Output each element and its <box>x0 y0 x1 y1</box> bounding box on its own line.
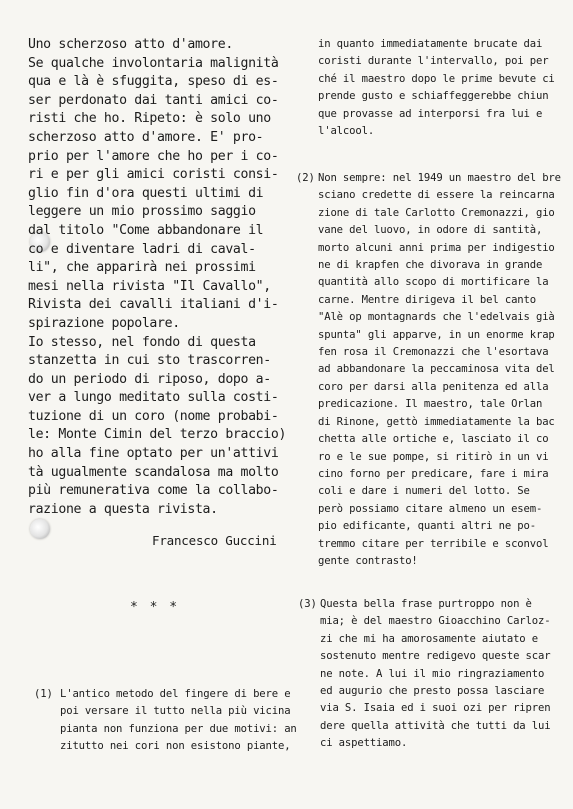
footnote-line: in quanto immediatamente brucate dai <box>318 38 543 50</box>
footnote-body <box>60 686 297 756</box>
text-line: do un periodo di riposo, dopo a- <box>28 371 271 387</box>
footnote-marker: (1) <box>34 688 53 700</box>
text-line: spirazione popolare. <box>28 315 180 331</box>
text-line: ver a lungo meditato sulla costi- <box>28 390 279 406</box>
footnote-line: vane del luovo, in odore di santità, <box>318 224 543 237</box>
footnote-body <box>320 596 558 753</box>
text-line: risti che ho. Ripeto: è solo uno <box>28 111 271 127</box>
footnote-line: Questa bella frase purtroppo non è <box>320 598 532 610</box>
footnote-3 <box>298 596 558 753</box>
footnote-line: coli e dare i numeri del lotto. Se <box>318 485 530 498</box>
footnote-line: dere quella attività che tutti da lui <box>320 719 551 732</box>
text-line: tà ugualmente scandalosa ma molto <box>28 464 279 480</box>
footnote-line: zitutto nei cori non esistono piante, <box>60 740 291 753</box>
footnote-body <box>318 170 561 570</box>
footnote-line: ed augurio che presto possa lasciare <box>320 685 545 698</box>
footnote-line: zione di tale Carlotto Cremonazzi, gio <box>318 206 555 219</box>
main-text <box>28 36 287 519</box>
text-line: tuzione di un coro (nome probabi- <box>28 408 279 424</box>
text-line: Rivista dei cavalli italiani d'i- <box>28 297 279 313</box>
text-line: le: Monte Cimin del terzo braccio) <box>28 427 287 443</box>
footnote-line: carne. Mentre dirigeva il bel canto <box>318 293 536 306</box>
footnote-line: di Rinone, gettò immediatamente la bac <box>318 415 555 428</box>
footnote-line: "Alè op montagnards che l'edelvais già <box>318 311 555 324</box>
text-line: qua e là è sfuggita, speso di es- <box>28 74 279 90</box>
footnote-line: mia; è del maestro Gioacchino Carloz- <box>320 615 551 628</box>
text-line: co e diventare ladri di caval- <box>28 241 256 257</box>
text-line: glio fin d'ora questi ultimi di <box>28 185 264 201</box>
text-line: leggere un mio prossimo saggio <box>28 204 256 220</box>
text-line: dal titolo "Come abbandonare il <box>28 222 264 238</box>
section-separator: * * * <box>130 600 180 615</box>
footnote-line: zi che mi ha amorosamente aiutato e <box>320 632 538 645</box>
text-line: Se qualche involontaria malignità <box>28 55 279 71</box>
footnote-1-continued <box>318 36 558 140</box>
footnote-line: quantità allo scopo di mortificare la <box>318 276 549 289</box>
footnote-line: ne note. A lui il mio ringraziamento <box>320 667 545 680</box>
footnote-line: cino forno per predicare, fare i mira <box>318 467 549 480</box>
text-line: ho alla fine optato per un'attivi <box>28 446 279 462</box>
footnote-line: però possiamo citare almeno un esem- <box>318 502 543 515</box>
text-line: ser perdonato dai tanti amici co- <box>28 92 279 108</box>
text-line: ri e per gli amici coristi consi- <box>28 167 279 183</box>
text-line: scherzoso atto d'amore. E' pro- <box>28 129 264 145</box>
footnote-marker: (2) <box>296 172 315 184</box>
footnote-line: coristi durante l'intervallo, poi per <box>318 55 549 68</box>
text-line: prio per l'amore che ho per i co- <box>28 148 279 164</box>
footnote-line: que provasse ad interporsi fra lui e <box>318 107 543 120</box>
footnote-line: coro per darsi alla penitenza ed alla <box>318 380 549 393</box>
text-line: Uno scherzoso atto d'amore. <box>28 37 233 52</box>
punch-hole <box>30 519 50 539</box>
footnote-line: morto alcuni anni prima per indigestio <box>318 241 555 254</box>
footnote-line: spunta" gli apparve, in un enorme krap <box>318 328 555 341</box>
footnote-line: via S. Isaia ed i suoi ozi per ripren <box>320 702 551 715</box>
footnote-line: prende gusto e schiaffeggerebbe chiun <box>318 90 549 103</box>
text-line: li", che apparirà nei prossimi <box>28 260 256 276</box>
footnote-line: fen rosa il Cremonazzi che l'esortava <box>318 346 549 359</box>
footnote-line: pianta non funziona per due motivi: an <box>60 722 297 735</box>
footnote-line: sostenuto mentre redigevo queste scar <box>320 650 551 663</box>
text-line: razione a questa rivista. <box>28 501 218 517</box>
footnote-line: sciano credette di essere la reincarna <box>318 189 555 202</box>
text-line: mesi nella rivista "Il Cavallo", <box>28 278 271 294</box>
footnote-line: ad abbandonare la peccaminosa vita del <box>318 363 555 376</box>
footnote-line: ché il maestro dopo le prime bevute ci <box>318 72 555 85</box>
footnote-line: predicazione. Il maestro, tale Orlan <box>318 398 543 411</box>
footnote-2 <box>296 170 561 570</box>
footnote-line: ne di krapfen che divorava in grande <box>318 259 543 272</box>
footnote-line: ci aspettiamo. <box>320 737 408 750</box>
text-line: stanzetta in cui sto trascorren- <box>28 353 271 369</box>
footnote-line: ro e le sue pompe, si ritirò in un vi <box>318 450 549 463</box>
footnote-line: L'antico metodo del fingere di bere e <box>60 688 291 700</box>
author-signature: Francesco Guccini <box>152 533 277 548</box>
footnote-line: chetta alle ortiche e, lasciato il co <box>318 433 549 446</box>
footnote-line: Non sempre: nel 1949 un maestro del bre <box>318 172 561 184</box>
footnote-1 <box>34 686 297 756</box>
text-line: Io stesso, nel fondo di questa <box>28 334 256 350</box>
footnote-line: poi versare il tutto nella più vicina <box>60 705 291 718</box>
footnote-line: gente contrasto! <box>318 554 418 567</box>
footnote-line: l'alcool. <box>318 125 375 138</box>
footnote-line: pio edificante, quanti altri ne po- <box>318 520 536 533</box>
footnote-line: tremmo citare per terribile e sconvol <box>318 537 549 550</box>
footnote-marker: (3) <box>298 598 317 610</box>
text-line: più remunerativa come la collabo- <box>28 483 279 499</box>
